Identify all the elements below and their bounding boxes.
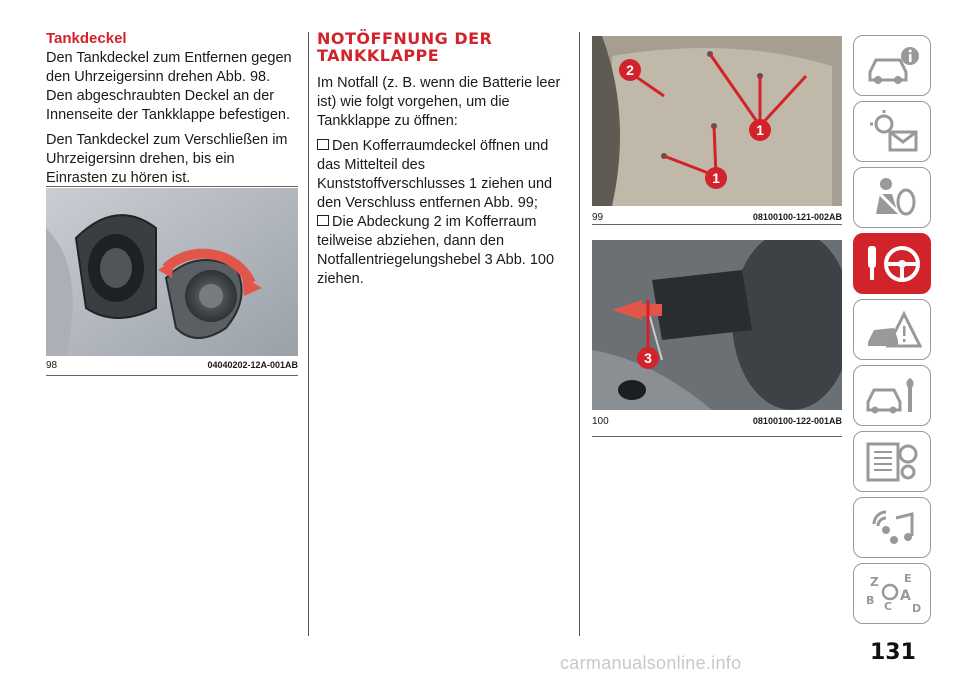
safety-icon: [864, 174, 922, 222]
tab-emergency[interactable]: [853, 299, 931, 360]
tab-safety[interactable]: [853, 167, 931, 228]
figure-code: 08100100-122-001AB: [752, 416, 842, 426]
svg-text:E: E: [904, 572, 912, 585]
watermark: carmanualsonline.info: [560, 653, 742, 673]
checkbox-bullet-icon: [317, 139, 329, 150]
technical-data-icon: [864, 438, 922, 486]
list-item-text: Den Kofferraumdeckel öffnen und das Mittelteil des Kunststoffverschlusses 1 ziehen und den Verschluss entfernen Abb. 99;: [317, 138, 553, 211]
callout-label: 1: [712, 170, 720, 186]
column-divider: [579, 32, 580, 636]
release-lever-photo: [592, 240, 842, 410]
divider: [592, 224, 842, 225]
figure-number: 99: [592, 212, 604, 223]
column-divider: [308, 32, 309, 636]
list-item-text: Die Abdeckung 2 im Kofferraum teilweise abziehen, dann den Notfallentriegelungshebel 3 Abb. 100 ziehen.: [317, 214, 555, 287]
figure-number: 100: [592, 416, 609, 427]
chapter-tabs: [853, 35, 933, 629]
tab-maintenance[interactable]: [853, 365, 931, 426]
starting-driving-icon: [864, 240, 922, 288]
list-item: [317, 213, 569, 289]
multimedia-icon: [864, 504, 922, 552]
trunk-panel-photo: [592, 36, 842, 206]
callout-label: 1: [756, 122, 764, 138]
warning-lights-icon: [864, 108, 922, 156]
divider: [592, 436, 842, 437]
tab-technical-data[interactable]: [853, 431, 931, 492]
tab-multimedia[interactable]: [853, 497, 931, 558]
callout-label: 3: [644, 350, 652, 366]
paragraph: Den Tankdeckel zum Verschließen im Uhrzeigersinn drehen, bis ein Einrasten zu hören ist.: [46, 132, 288, 186]
svg-text:Z: Z: [870, 575, 879, 589]
svg-text:B: B: [866, 594, 875, 607]
svg-text:C: C: [884, 600, 893, 613]
paragraph: Im Notfall (z. B. wenn die Batterie leer ist) wie folgt vorgehen, um die Tankklappe zu öffnen:: [317, 75, 561, 129]
svg-text:A: A: [900, 588, 911, 604]
divider: [46, 375, 298, 376]
fuel-cap-illustration: [46, 188, 298, 356]
index-icon: [864, 570, 922, 618]
paragraph: Den Tankdeckel zum Entfernen gegen den Uhrzeigersinn drehen Abb. 98. Den abgeschraubten Deckel an der Innenseite der Tankklappe befestigen.: [46, 50, 292, 123]
callout-label: 2: [626, 62, 634, 78]
figure-code: 04040202-12A-001AB: [207, 360, 298, 370]
figure-caption: [592, 212, 842, 223]
tab-warning-lights[interactable]: [853, 101, 931, 162]
car-info-icon: [864, 42, 922, 90]
figure-caption: [592, 416, 842, 427]
checkbox-bullet-icon: [317, 215, 329, 226]
svg-text:D: D: [912, 602, 922, 615]
emergency-icon: [864, 306, 922, 354]
figure-98: [46, 188, 298, 371]
section-heading-notoeffnung: NOTÖFFNUNG DER TANKKLAPPE: [317, 29, 493, 65]
tab-car-info[interactable]: [853, 35, 931, 96]
figure-code: 08100100-121-002AB: [752, 212, 842, 222]
divider: [46, 186, 298, 187]
list-item: [317, 137, 569, 213]
column-1: [46, 30, 298, 194]
tab-starting-driving[interactable]: [853, 233, 931, 294]
figure-caption: [46, 360, 298, 371]
figure-100: [592, 240, 842, 427]
figure-99: [592, 36, 842, 223]
column-2: [317, 30, 569, 289]
tab-index[interactable]: [853, 563, 931, 624]
section-heading-tankdeckel: Tankdeckel: [46, 30, 127, 47]
page-number: 131: [870, 640, 916, 665]
figure-number: 98: [46, 360, 58, 371]
maintenance-icon: [864, 372, 922, 420]
